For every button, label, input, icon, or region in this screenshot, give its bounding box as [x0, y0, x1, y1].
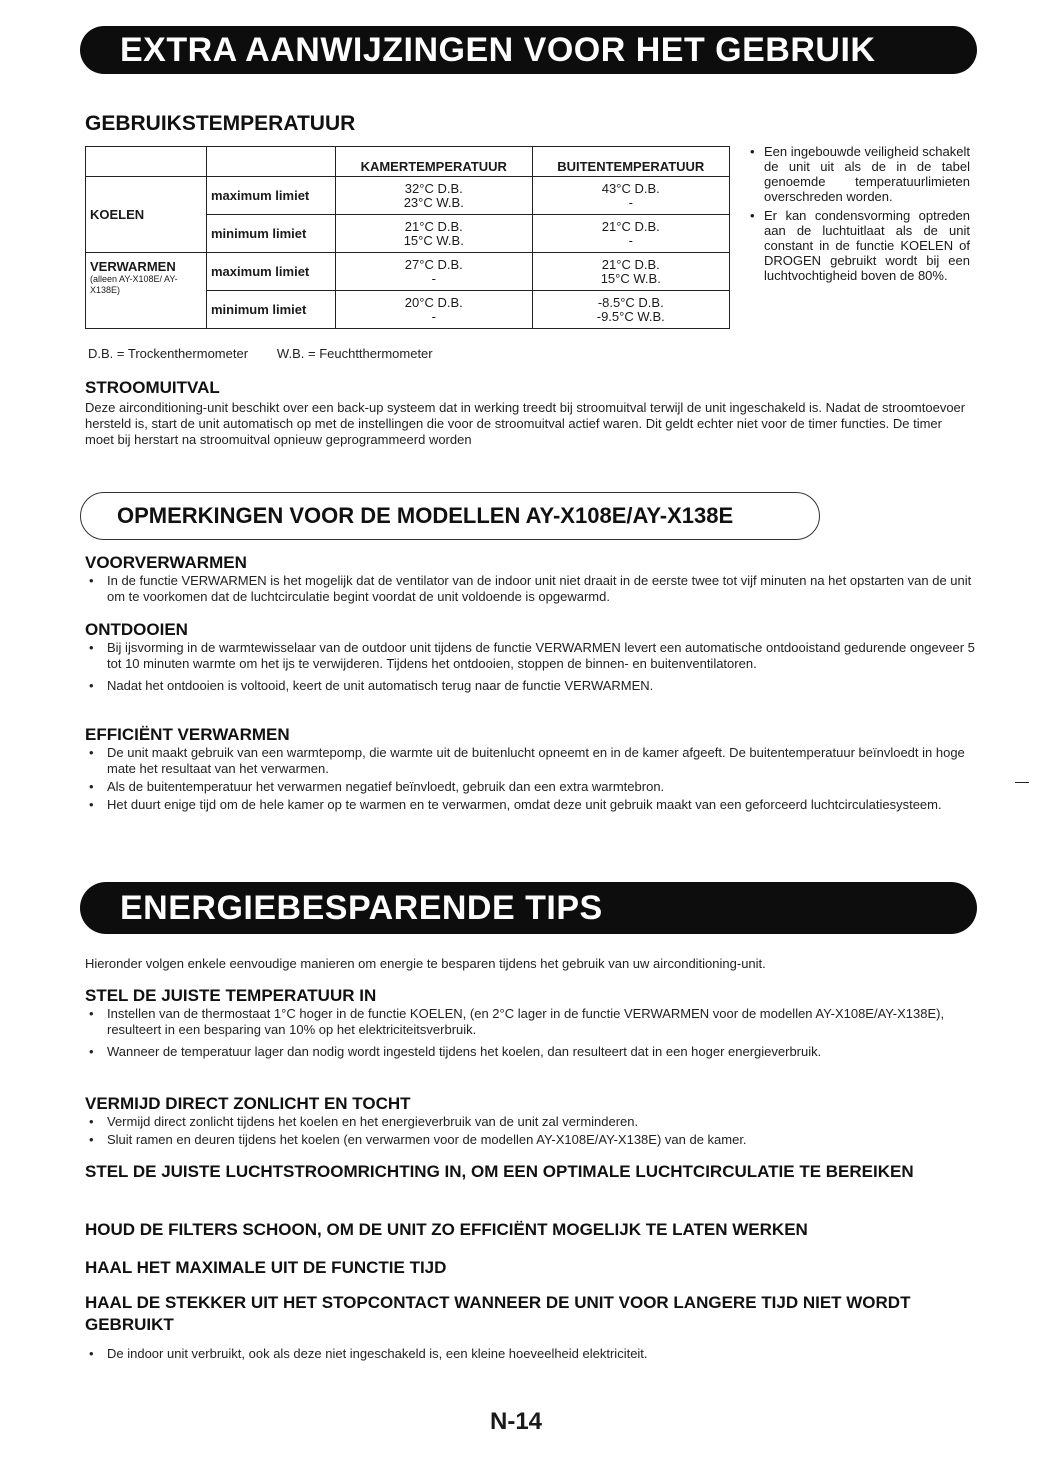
row-label: minimum limiet [207, 291, 336, 329]
table-cell: 21°C D.B. 15°C W.B. [336, 215, 533, 253]
list-item: • Er kan condensvorming optreden aan de luchtuitlaat als de unit constant in de functie KOELEN of DROGEN gebruikt wordt bij een luchtvochtigheid boven de 80%. [748, 208, 970, 283]
row-group-verwarmen: VERWARMEN (alleen AY-X108E/ AY-X138E) [86, 253, 207, 329]
list-item: • De indoor unit verbruikt, ook als deze niet ingeschakeld is, een kleine hoeveelheid elektriciteit. [85, 1346, 975, 1362]
page-number: N-14 [490, 1408, 543, 1435]
col-header-indoor: KAMERTEMPERATUUR [336, 147, 533, 177]
col-header-outdoor: BUITENTEMPERATUUR [532, 147, 729, 177]
list-item: • Nadat het ontdooien is voltooid, keert de unit automatisch terug naar de functie VERWARMEN. [85, 678, 975, 694]
section-title-temp: GEBRUIKSTEMPERATUUR [85, 112, 356, 135]
table-cell: -8.5°C D.B. -9.5°C W.B. [532, 291, 729, 329]
energy-intro: Hieronder volgen enkele eenvoudige manieren om energie te besparen tijdens het gebruik van uw airconditioning-unit. [85, 956, 766, 971]
temperature-table [85, 146, 730, 329]
tip-title-timer: HAAL HET MAXIMALE UIT DE FUNCTIE TIJD [85, 1258, 447, 1277]
side-notes [748, 144, 970, 287]
tip-title-unplug: HAAL DE STEKKER UIT HET STOPCONTACT WANNEER DE UNIT VOOR LANGERE TIJD NIET WORDT GEBRUIKT [85, 1293, 911, 1334]
defrost-list [85, 640, 975, 700]
list-item: • Wanneer de temperatuur lager dan nodig wordt ingesteld tijdens het koelen, dan resulteert dat in een hoger energieverbruik. [85, 1044, 975, 1060]
table-legend: D.B. = Trockenthermometer W.B. = Feuchtthermometer [88, 346, 433, 361]
row-group-koelen: KOELEN [86, 177, 207, 253]
tip-title-sunlight: VERMIJD DIRECT ZONLICHT EN TOCHT [85, 1094, 411, 1113]
preheat-list [85, 573, 975, 611]
list-item: • Als de buitentemperatuur het verwarmen negatief beïnvloedt, gebruik dan een extra warmtebron. [85, 779, 975, 795]
row-label: maximum limiet [207, 177, 336, 215]
list-item: • Instellen van de thermostaat 1°C hoger in de functie KOELEN, (en 2°C lager in de functie VERWARMEN voor de modellen AY-X108E/AY-X138E), resulteert in een besparing van 10% op het elektriciteitsverbruik. [85, 1006, 975, 1038]
list-item: • Een ingebouwde veiligheid schakelt de unit uit als de in de tabel genoemde temperatuurlimieten overschreden worden. [748, 144, 970, 204]
table-cell: 43°C D.B. - [532, 177, 729, 215]
tip6-list [85, 1346, 975, 1368]
section-title-defrost: ONTDOOIEN [85, 620, 188, 639]
table-cell: 21°C D.B. 15°C W.B. [532, 253, 729, 291]
list-item: • Het duurt enige tijd om de hele kamer op te warmen en te verwarmen, omdat deze unit gebruik maakt van een geforceerd luchtcirculatiesysteem. [85, 797, 975, 813]
model-note: (alleen AY-X108E/ AY-X138E) [90, 274, 178, 295]
tip-title-airflow: STEL DE JUISTE LUCHTSTROOMRICHTING IN, OM EEN OPTIMALE LUCHTCIRCULATIE TE BEREIKEN [85, 1162, 914, 1181]
list-item: • De unit maakt gebruik van een warmtepomp, die warmte uit de buitenlucht opneemt en in de kamer afgeeft. De buitentemperatuur beïnvloedt in hoge mate het resultaat van het verwarmen. [85, 745, 975, 777]
row-label: minimum limiet [207, 215, 336, 253]
section-title-preheat: VOORVERWARMEN [85, 553, 247, 572]
tip-title-temperature: STEL DE JUISTE TEMPERATUUR IN [85, 986, 377, 1005]
section-banner-energy: ENERGIEBESPARENDE TIPS [80, 882, 977, 934]
table-cell: 20°C D.B. - [336, 291, 533, 329]
margin-mark [1015, 782, 1029, 783]
tip2-list [85, 1114, 975, 1154]
section-title-efficient: EFFICIËNT VERWARMEN [85, 725, 290, 744]
list-item: • Sluit ramen en deuren tijdens het koelen (en verwarmen voor de modellen AY-X108E/AY-X138E) van de kamer. [85, 1132, 975, 1148]
tip-title-filters: HOUD DE FILTERS SCHOON, OM DE UNIT ZO EFFICIËNT MOGELIJK TE LATEN WERKEN [85, 1220, 808, 1239]
table-cell: 27°C D.B. - [336, 253, 533, 291]
list-item: • Bij ijsvorming in de warmtewisselaar van de outdoor unit tijdens de functie VERWARMEN levert een automatische ontdooistand gedurende ongeveer 5 tot 10 minuten warmte om het ijs te verwijderen. Tijdens het ontdooien, stoppen de binnen- en buitenventilatoren. [85, 640, 975, 672]
section-banner-extra: EXTRA AANWIJZINGEN VOOR HET GEBRUIK [80, 26, 977, 74]
power-text: Deze airconditioning-unit beschikt over een back-up systeem dat in werking treedt bij stroomuitval terwijl de unit ingeschakeld is. Nadat de stroomtoevoer hersteld is, start de unit automatisch op met de instellingen die voor de stroomuitval actief waren. Dit geldt echter niet voor de timer functies. De timer moet bij herstart na stroomuitval opnieuw geprogrammeerd worden [85, 400, 966, 447]
tip1-list [85, 1006, 975, 1066]
models-pill-title: OPMERKINGEN VOOR DE MODELLEN AY-X108E/AY-X138E [80, 492, 820, 540]
list-item: • In de functie VERWARMEN is het mogelijk dat de ventilator van de indoor unit niet draait in de eerste twee tot vijf minuten na het opstarten van de unit om te voorkomen dat de luchtcirculatie begint voordat de unit voldoende is opgewarmd. [85, 573, 975, 605]
table-cell: 21°C D.B. - [532, 215, 729, 253]
list-item: • Vermijd direct zonlicht tijdens het koelen en het energieverbruik van de unit zal verminderen. [85, 1114, 975, 1130]
row-label: maximum limiet [207, 253, 336, 291]
table-cell: 32°C D.B. 23°C W.B. [336, 177, 533, 215]
efficient-list [85, 745, 975, 819]
section-title-power: STROOMUITVAL [85, 378, 220, 397]
